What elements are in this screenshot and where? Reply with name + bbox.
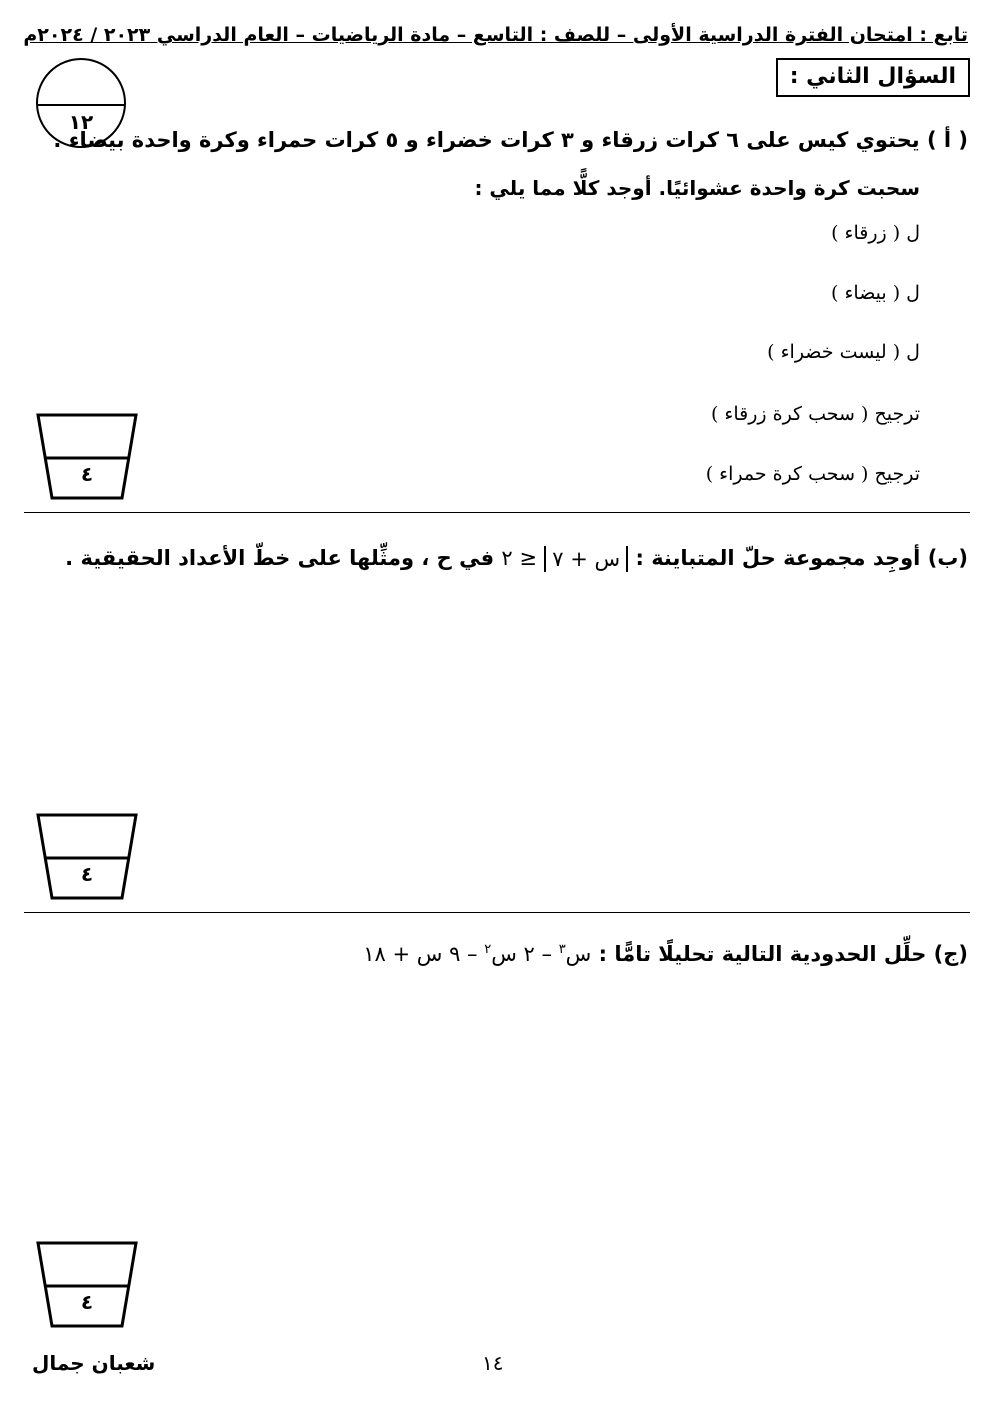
part-a-label: ( أ ) xyxy=(926,128,968,152)
page-number: ١٤ xyxy=(482,1351,504,1375)
poly-term-1: س xyxy=(565,942,592,966)
odds-item-blue: ترجيح ( سحب كرة زرقاء ) xyxy=(710,403,920,425)
section-separator xyxy=(24,912,970,913)
part-c-text: حلِّل الحدودية التالية تحليلًا تامًّا : xyxy=(598,942,927,966)
probability-item-blue: ل ( زرقاء ) xyxy=(831,222,920,244)
probability-item-white: ل ( بيضاء ) xyxy=(831,282,920,304)
total-mark-value: ١٢ xyxy=(68,110,94,134)
part-b-statement xyxy=(65,546,968,572)
probability-item-not-green: ل ( ليست خضراء ) xyxy=(767,341,920,363)
part-b-mark-value: ٤ xyxy=(80,862,94,886)
part-c-mark-value: ٤ xyxy=(80,1290,94,1314)
odds-item-red: ترجيح ( سحب كرة حمراء ) xyxy=(705,463,920,485)
poly-term-2-exponent: ٢ xyxy=(484,942,492,957)
part-b-label: (ب) xyxy=(927,546,968,570)
part-c-label: (ج) xyxy=(933,942,968,966)
section-separator xyxy=(24,512,970,513)
part-a-subtext: سحبت كرة واحدة عشوائيًا. أوجد كلًّا مما يلي : xyxy=(474,176,920,200)
poly-rest: – ٩ س + ١٨ xyxy=(363,942,478,966)
author-name: شعبان جمال xyxy=(32,1351,156,1375)
part-b-mark-box xyxy=(36,812,138,902)
part-a-mark-box xyxy=(36,412,138,502)
absolute-value-expression: س + ٧ xyxy=(544,546,628,572)
polynomial-expression xyxy=(363,942,591,966)
part-b-text-before: أوجِد مجموعة حلّ المتباينة : xyxy=(635,546,921,570)
inequality-relation: ≤ ٢ xyxy=(501,546,537,570)
part-b-domain: في ح ، xyxy=(421,546,495,570)
poly-operator-1: – xyxy=(541,942,552,966)
part-a-statement xyxy=(53,128,968,152)
part-a-text: يحتوي كيس على ٦ كرات زرقاء و ٣ كرات خضراء و ٥ كرات حمراء وكرة واحدة بيضاء . xyxy=(53,128,920,152)
exam-header: تابع : امتحان الفترة الدراسية الأولى – للصف : التاسع – مادة الرياضيات – العام الدراسي ٢٠٢٣ / ٢٠٢٤م xyxy=(23,24,968,46)
mark-divider xyxy=(38,104,124,106)
poly-term-2: ٢ س xyxy=(491,942,535,966)
poly-term-1-exponent: ٣ xyxy=(558,942,566,957)
part-b-text-after: ومثِّلها على خطّ الأعداد الحقيقية . xyxy=(65,546,415,570)
part-c-mark-box xyxy=(36,1240,138,1330)
question-label: السؤال الثاني : xyxy=(776,58,970,97)
part-c-statement xyxy=(363,942,968,966)
part-a-mark-value: ٤ xyxy=(80,462,94,486)
